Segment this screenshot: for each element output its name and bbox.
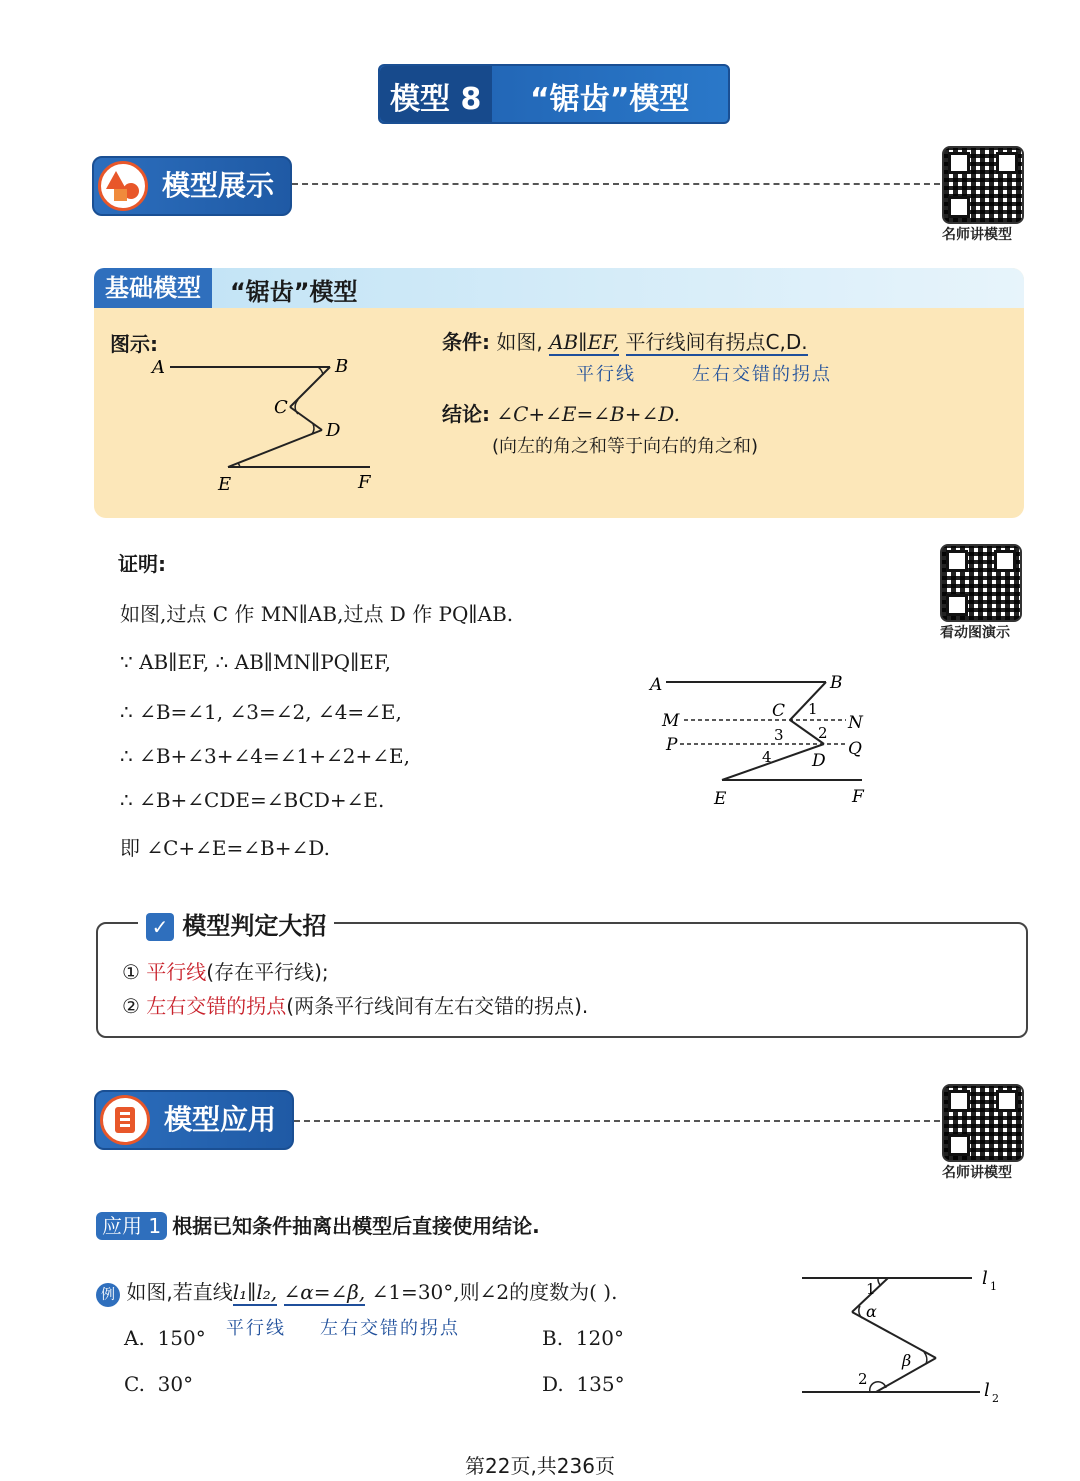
point-label-q: Q (848, 739, 862, 759)
model-name: “锯齿”模型 (530, 82, 690, 117)
option-a[interactable]: A. 150° (124, 1326, 206, 1350)
basic-model-tag: 基础模型 (94, 268, 212, 308)
qr-code-icon[interactable] (940, 544, 1022, 622)
shapes-icon (98, 161, 148, 211)
page-footer: 第22页,共236页 (465, 1454, 615, 1478)
application-tag: 应用 1 (96, 1212, 167, 1240)
point-label-m: M (662, 711, 680, 731)
proof-line-3: ∴ ∠B=∠1, ∠3=∠2, ∠4=∠E, (120, 700, 402, 724)
section-label: 模型展示 (162, 169, 275, 202)
proof-line-2: ∵ AB∥EF, ∴ AB∥MN∥PQ∥EF, (120, 650, 392, 674)
proof-line-5: ∴ ∠B+∠CDE=∠BCD+∠E. (120, 788, 385, 812)
qr-caption: 名师讲模型 (942, 227, 1012, 243)
proof-label: 证明: (118, 552, 166, 576)
line-label-l1-sub: 1 (990, 1280, 997, 1293)
example-question: 例 如图,若直线l₁∥l₂, ∠α=∠β, ∠1=30°,则∠2的度数为( ). (96, 1276, 617, 1307)
handwritten-note-turning-points: 左右交错的拐点 (692, 364, 832, 385)
model-number: 模型 8 (390, 82, 482, 117)
angle-label-1: 1 (866, 1280, 876, 1298)
judgment-item-1: ① 平行线(存在平行线); (122, 960, 329, 984)
angle-label-2: 2 (818, 724, 828, 742)
point-label-b: B (335, 356, 349, 377)
handwritten-note-turning-points: 左右交错的拐点 (320, 1318, 460, 1339)
point-label-f: F (358, 472, 371, 493)
point-label-d: D (812, 751, 826, 771)
divider (292, 183, 940, 185)
judgment-title: ✓ 模型判定大招 (138, 906, 334, 941)
point-label-a: A (650, 675, 663, 695)
application-heading: 应用 1 根据已知条件抽离出模型后直接使用结论. (96, 1210, 540, 1239)
example-diagram (796, 1262, 1016, 1412)
angle-label-3: 3 (774, 726, 784, 744)
point-label-c: C (274, 397, 288, 418)
qr-caption: 看动图演示 (940, 625, 1010, 641)
angle-label-alpha: α (866, 1302, 877, 1321)
point-label-p: P (666, 735, 678, 755)
figure-label: 图示: (110, 332, 158, 356)
angle-label-4: 4 (762, 748, 772, 766)
qr-code-icon[interactable] (942, 146, 1024, 224)
angle-label-1: 1 (808, 700, 818, 718)
point-label-n: N (848, 713, 863, 733)
option-b[interactable]: B. 120° (542, 1326, 624, 1350)
proof-line-4: ∴ ∠B+∠3+∠4=∠1+∠2+∠E, (120, 744, 410, 768)
proof-line-1: 如图,过点 C 作 MN∥AB,过点 D 作 PQ∥AB. (120, 602, 514, 626)
divider (294, 1120, 940, 1122)
point-label-e: E (714, 789, 727, 809)
proof-line-6: 即 ∠C+∠E=∠B+∠D. (120, 836, 330, 860)
notebook-icon (100, 1095, 150, 1145)
option-d[interactable]: D. 135° (542, 1372, 625, 1396)
point-label-c: C (772, 701, 786, 721)
point-label-a: A (152, 357, 165, 378)
example-badge: 例 (96, 1283, 120, 1307)
handwritten-note-parallel: 平行线 (576, 364, 636, 385)
point-label-b: B (830, 673, 843, 693)
handwritten-note-parallel: 平行线 (226, 1318, 286, 1339)
section-label: 模型应用 (164, 1103, 277, 1136)
line-label-l2: l (984, 1380, 990, 1401)
line-label-l1: l (982, 1268, 988, 1289)
basic-diagram (140, 350, 400, 500)
point-label-d: D (326, 420, 341, 441)
page-title-banner (378, 64, 730, 124)
conclusion-line: 结论: ∠C+∠E=∠B+∠D. (442, 402, 680, 426)
proof-diagram (640, 668, 880, 818)
condition-line: 条件: 如图, AB∥EF, 平行线间有拐点C,D. (442, 330, 808, 354)
qr-code-icon[interactable] (942, 1084, 1024, 1162)
angle-label-2: 2 (858, 1370, 868, 1388)
option-c[interactable]: C. 30° (124, 1372, 194, 1396)
line-label-l2-sub: 2 (992, 1392, 999, 1405)
judgment-item-2: ② 左右交错的拐点(两条平行线间有左右交错的拐点). (122, 994, 589, 1018)
point-label-f: F (852, 787, 864, 807)
basic-model-name: “锯齿”模型 (230, 278, 358, 306)
angle-label-beta: β (902, 1351, 912, 1370)
qr-caption: 名师讲模型 (942, 1165, 1012, 1181)
check-icon: ✓ (146, 913, 174, 941)
conclusion-note: (向左的角之和等于向右的角之和) (492, 436, 759, 457)
point-label-e: E (218, 474, 232, 495)
